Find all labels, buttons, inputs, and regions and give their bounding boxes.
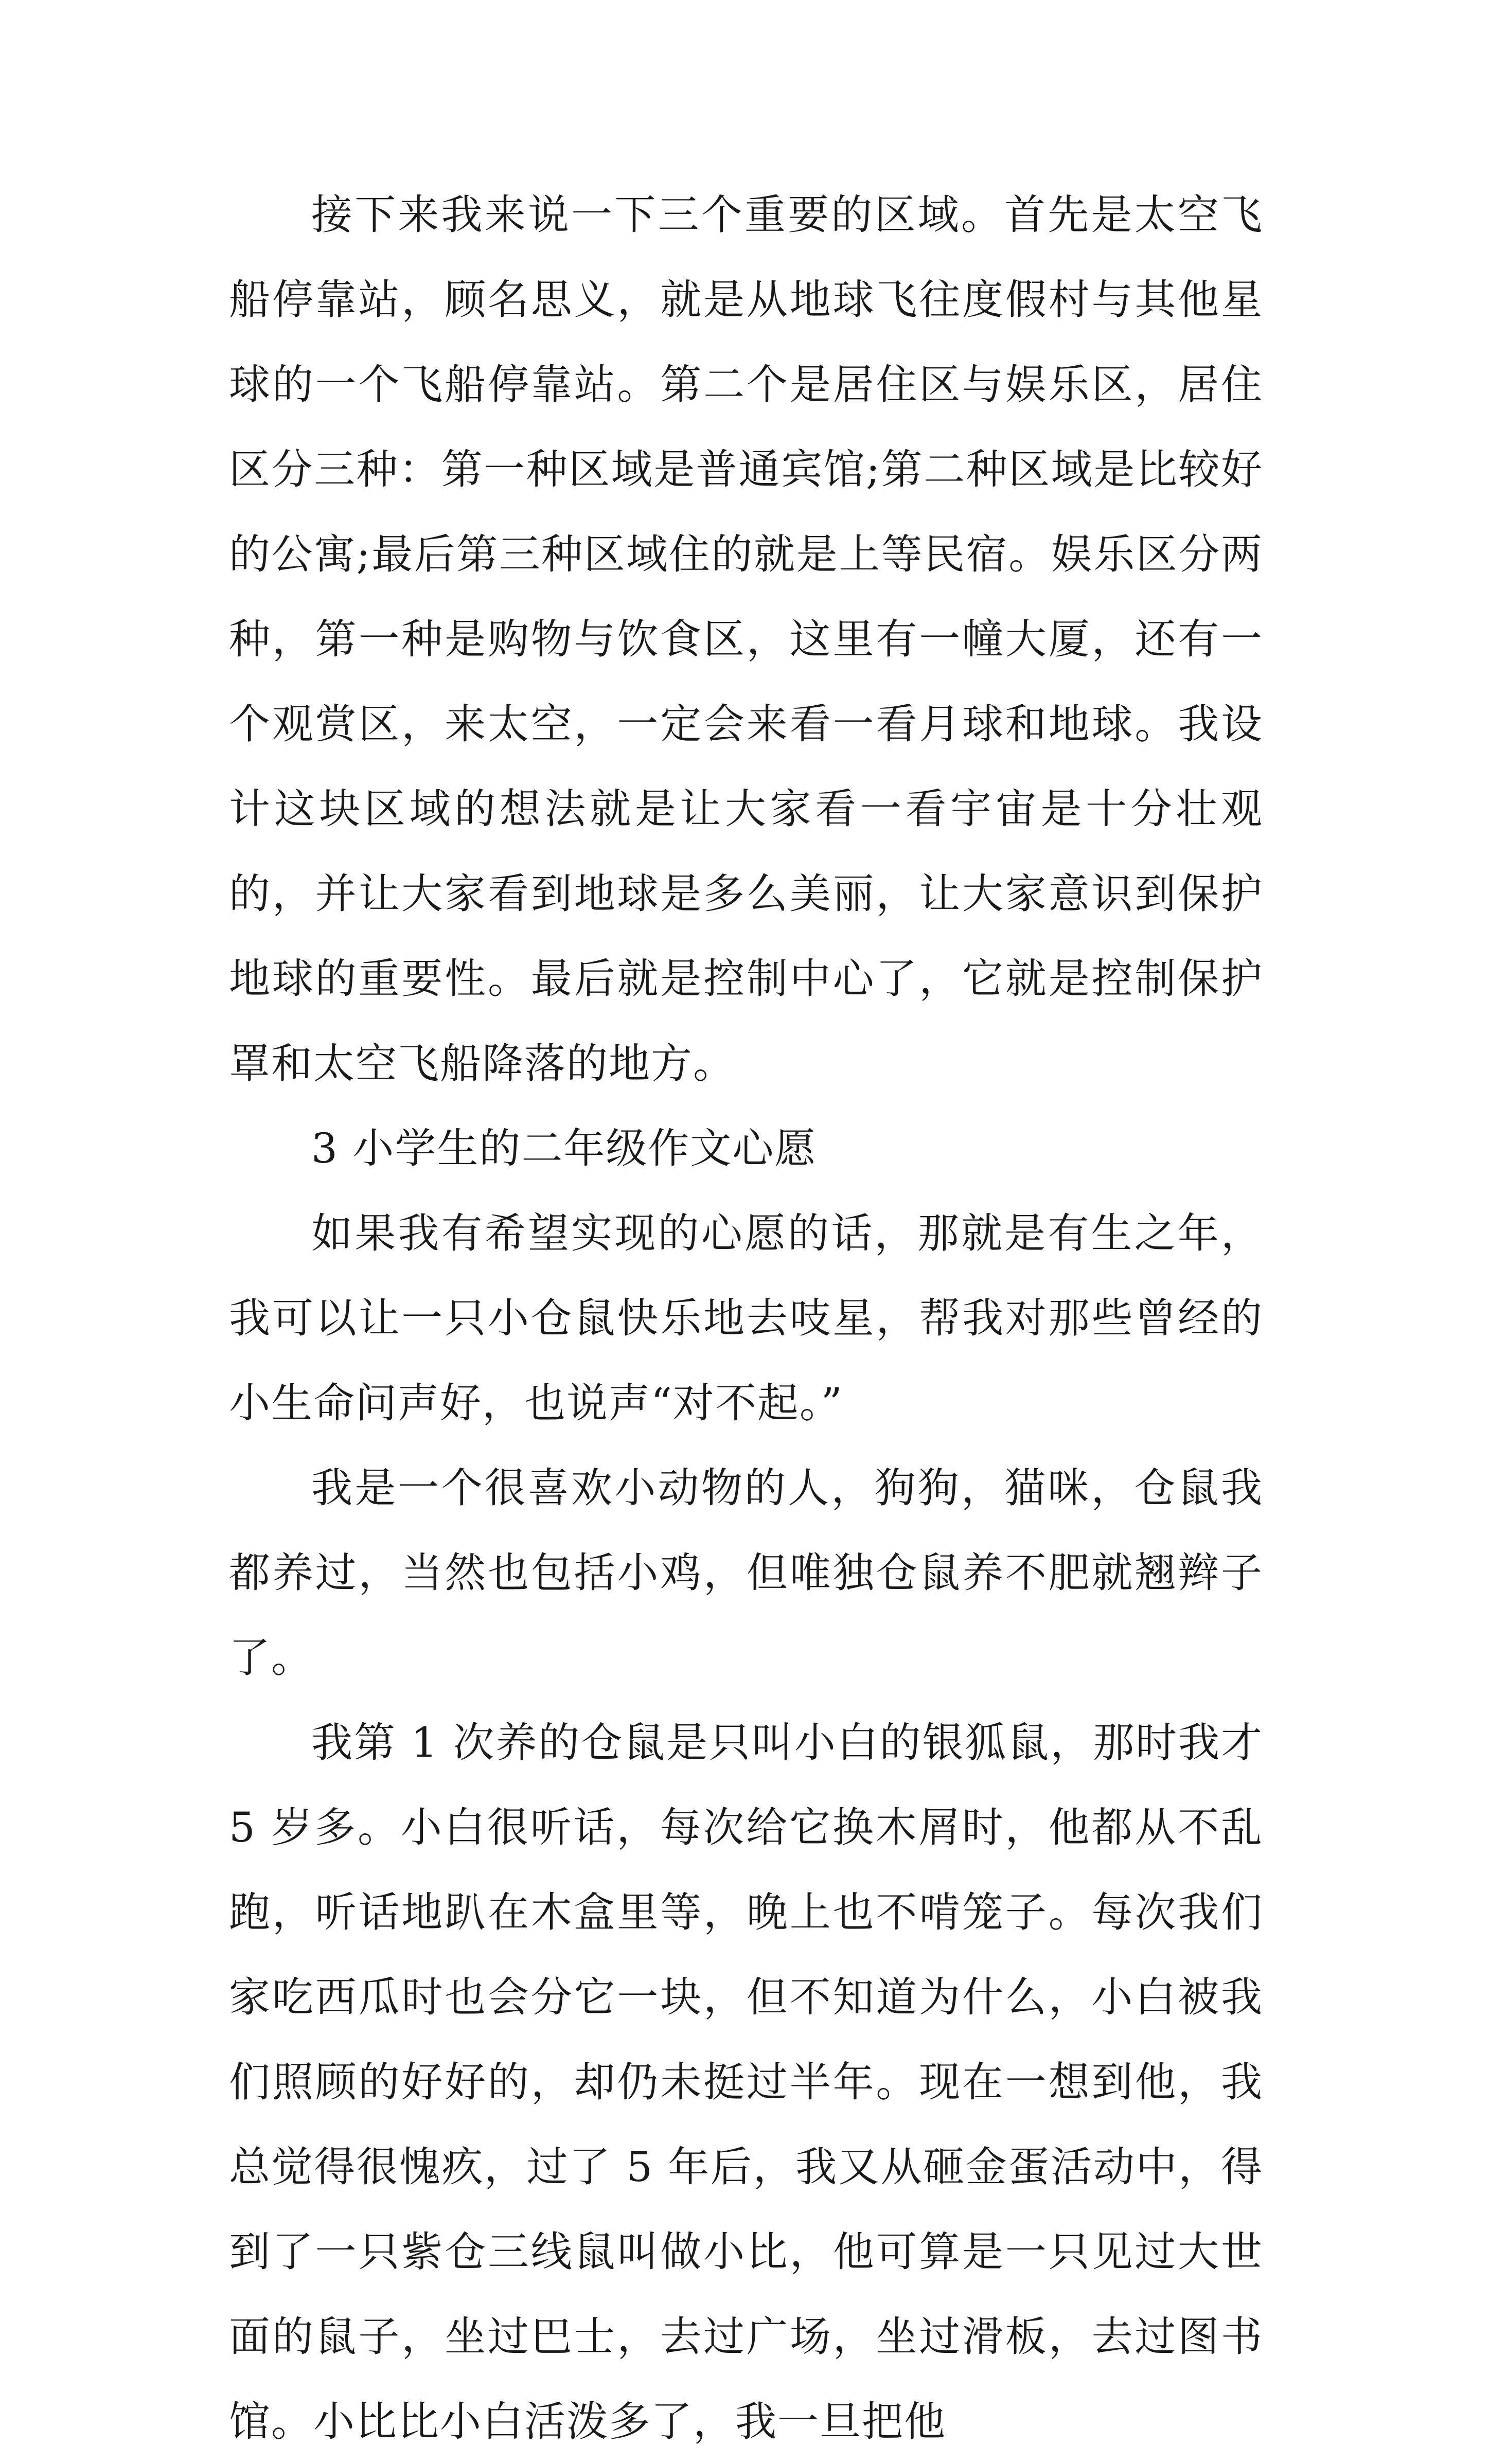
paragraph-wish: 如果我有希望实现的心愿的话，那就是有生之年，我可以让一只小仓鼠快乐地去吱星，帮我对那些曾经的小生命问声好，也说声“对不起。”: [229, 1209, 1263, 1427]
document-body: [229, 172, 1263, 2464]
paragraph-animals: 我是一个很喜欢小动物的人，狗狗，猫咪，仓鼠我都养过，当然也包括小鸡，但唯独仓鼠养不肥就翘辫子了。: [229, 1464, 1263, 1682]
essay-title: 3 小学生的二年级作文心愿: [311, 1124, 817, 1172]
paragraph-hamsters: 我第 1 次养的仓鼠是只叫小白的银狐鼠，那时我才 5 岁多。小白很听话，每次给它换木屑时，他都从不乱跑，听话地趴在木盒里等，晚上也不啃笼子。每次我们家吃西瓜时也会分它一块，但不知道为什么，小白被我们照顾的好好的，却仍未挺过半年。现在一想到他，我总觉得很愧疚，过了 5 年后，我又从砸金蛋活动中，得到了一只紫仓三线鼠叫做小比，他可算是一只见过大世面的鼠子，坐过巴士，去过广场，坐过滑板，去过图书馆。小比比小白活泼多了，我一旦把他: [229, 1719, 1263, 2445]
paragraph-zones: 接下来我来说一下三个重要的区域。首先是太空飞船停靠站，顾名思义，就是从地球飞往度假村与其他星球的一个飞船停靠站。第二个是居住区与娱乐区，居住区分三种：第一种区域是普通宾馆;第二种区域是比较好的公寓;最后第三种区域住的就是上等民宿。娱乐区分两种，第一种是购物与饮食区，这里有一幢大厦，还有一个观赏区，来太空，一定会来看一看月球和地球。我设计这块区域的想法就是让大家看一看宇宙是十分壮观的，并让大家看到地球是多么美丽，让大家意识到保护地球的重要性。最后就是控制中心了，它就是控制保护罩和太空飞船降落的地方。: [229, 191, 1263, 1087]
